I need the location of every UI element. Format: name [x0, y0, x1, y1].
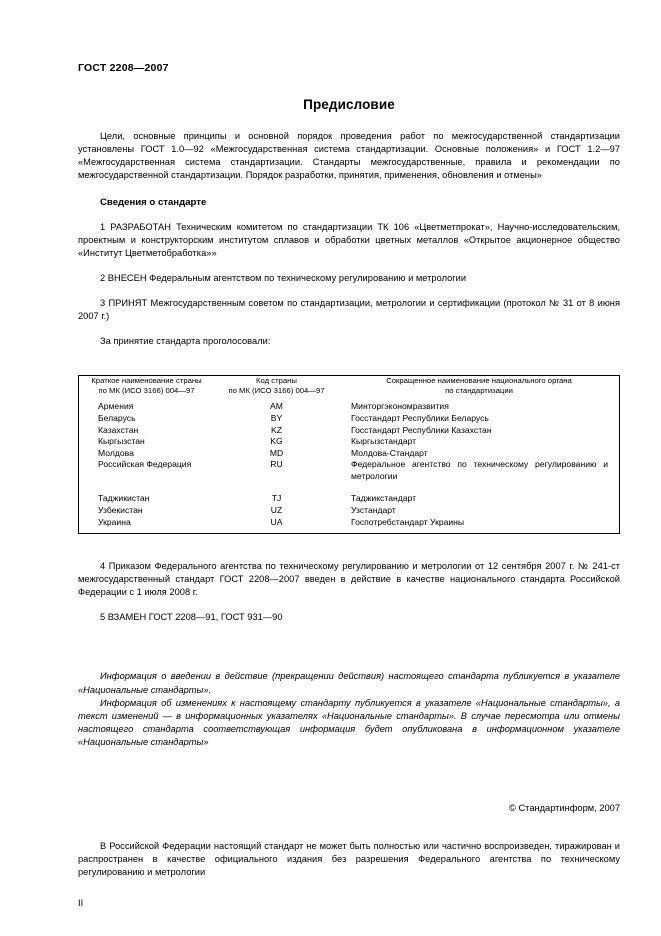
country-table [78, 375, 620, 535]
copyright-line: © Стандартинформ, 2007 [509, 802, 620, 813]
table-row [79, 448, 620, 460]
country-code: UA [270, 516, 283, 527]
country-name: Казахстан [98, 424, 139, 435]
country-name: Молдова [98, 447, 134, 458]
notice-publication: Информация о введении в действие (прекращении действия) настоящего стандарта публикуется в указателе «Национальные стандарты». [78, 671, 620, 695]
national-body: Молдова-Стандарт [351, 447, 428, 458]
cell-body [339, 448, 620, 460]
header-country-line1: Краткое наименование страны [91, 375, 202, 385]
cell-country [79, 436, 215, 448]
national-body: Федеральное агентство по техническому регулированию и метрологии [351, 459, 608, 481]
standard-info-item-5: 5 ВЗАМЕН ГОСТ 2208—91, ГОСТ 931—90 [100, 612, 283, 623]
national-body: Госпотребстандарт Украины [351, 516, 465, 527]
country-code: KG [270, 436, 283, 447]
national-body: Кыргызстандарт [351, 436, 417, 447]
table-header-row [79, 375, 620, 396]
country-name: Таджикистан [98, 493, 150, 504]
cell-country [79, 413, 215, 425]
national-body: Госстандарт Республики Казахстан [351, 424, 492, 435]
header-body-line2: по стандартизации [445, 385, 513, 395]
table-row [79, 505, 620, 517]
table-row [79, 413, 620, 425]
cell-body [339, 505, 620, 517]
cell-code [214, 517, 339, 534]
country-code: KZ [271, 424, 282, 435]
country-name: Беларусь [98, 412, 136, 423]
page-title: Предисловие [303, 97, 395, 112]
cell-code [214, 493, 339, 505]
cell-code [214, 425, 339, 437]
cell-code [214, 448, 339, 460]
cell-body [339, 396, 620, 413]
country-code: UZ [270, 505, 283, 516]
header-code-line2: по МК (ИСО 3166) 004—97 [228, 385, 325, 395]
cell-body [339, 459, 620, 482]
country-code: MD [269, 447, 284, 458]
spacer-cell [79, 482, 215, 493]
table-row [79, 436, 620, 448]
country-code: BY [270, 412, 283, 423]
header-code-line1: Код страны [256, 375, 297, 385]
country-code: RU [270, 459, 283, 470]
table-row [79, 425, 620, 437]
table-row [79, 396, 620, 413]
standard-info-item-2: 2 ВНЕСЕН Федеральным агентством по техническому регулированию и метрологии [100, 273, 467, 284]
cell-body [339, 436, 620, 448]
table-header-country [79, 375, 215, 396]
country-name: Украина [98, 516, 131, 527]
table-row [79, 517, 620, 534]
cell-country [79, 459, 215, 482]
table-row [79, 493, 620, 505]
cell-code [214, 459, 339, 482]
country-name: Российская Федерация [98, 459, 192, 470]
national-body: Узстандарт [351, 505, 396, 516]
cell-body [339, 517, 620, 534]
cell-code [214, 505, 339, 517]
page-content [78, 62, 620, 910]
cell-body [339, 413, 620, 425]
header-country-line2: по МК (ИСО 3166) 004—97 [98, 385, 195, 395]
notice-amendments: Информация об изменениях к настоящему стандарту публикуется в указателе «Национальные стандарты», а текст изменений — в информационных указателях «Национальные стандарты». В случае пересмотра или отмены настоящего стандарта соответствующая информация будет опубликована в информационном указателе «Национальные стандарты» [78, 697, 620, 748]
cell-country [79, 425, 215, 437]
notices-block [78, 670, 620, 749]
table-header-body [339, 375, 620, 396]
cell-country [79, 505, 215, 517]
vote-intro: За принятие стандарта проголосовали: [100, 336, 271, 347]
running-head: ГОСТ 2208—2007 [78, 62, 169, 74]
cell-country [79, 517, 215, 534]
standard-info-item-4: 4 Приказом Федерального агентства по техническому регулированию и метрологии от 12 сентября 2007 г. № 241-ст межгосударственный стандарт ГОСТ 2208—2007 введен в действие в качестве национального стандарта Российской Федерации с 1 июля 2008 г. [78, 561, 620, 598]
country-code: AM [270, 401, 283, 412]
standard-info-item-3: 3 ПРИНЯТ Межгосударственным советом по стандартизации, метрологии и сертификации (протокол № 31 от 8 июня 2007 г.) [78, 298, 620, 322]
cell-country [79, 448, 215, 460]
cell-code [214, 413, 339, 425]
spacer-cell [339, 482, 620, 493]
standard-info-heading: Сведения о стандарте [100, 197, 207, 209]
national-body: Госстандарт Республики Беларусь [351, 412, 489, 423]
country-name: Кыргызстан [98, 436, 145, 447]
header-body-line1: Сокращенное наименование национального органа [386, 375, 572, 385]
page-folio: II [78, 897, 84, 908]
spacer-cell [214, 482, 339, 493]
national-body: Таджикстандарт [351, 493, 417, 504]
country-table-head [79, 375, 620, 396]
country-table-body [79, 396, 620, 533]
table-header-code [214, 375, 339, 396]
table-spacer-row [79, 482, 620, 493]
cell-body [339, 425, 620, 437]
country-name: Узбекистан [98, 505, 143, 516]
national-body: Минторгэкономразвития [351, 401, 449, 412]
cell-country [79, 396, 215, 413]
country-name: Армения [98, 401, 134, 412]
cell-code [214, 436, 339, 448]
cell-code [214, 396, 339, 413]
standard-info-item-1: 1 РАЗРАБОТАН Техническим комитетом по стандартизации ТК 106 «Цветметпрокат», Научно-исследовательским, проектным и конструкторским институтом сплавов и обработки цветных металлов «Открытое акционерное общество «Институт Цветметобработка»» [78, 222, 620, 259]
intro-paragraph: Цели, основные принципы и основной порядок проведения работ по межгосударственной стандартизации установлены ГОСТ 1.0—92 «Межгосударственная система стандартизации. Основные положения» и ГОСТ 1.2—97 «Межгосударственная система стандартизации. Стандарты межгосударственные, правила и рекомендации по межгосударственной стандартизации. Порядок разработки, принятия, применения, обновления и отмены» [78, 131, 620, 181]
cell-country [79, 493, 215, 505]
reproduction-notice: В Российской Федерации настоящий стандарт не может быть полностью или частично воспроизведен, тиражирован и распространен в качестве официального издания без разрешения Федерального агентства по техническому регулированию и метрологии [78, 840, 620, 877]
table-row [79, 459, 620, 482]
country-code: TJ [271, 493, 282, 504]
cell-body [339, 493, 620, 505]
